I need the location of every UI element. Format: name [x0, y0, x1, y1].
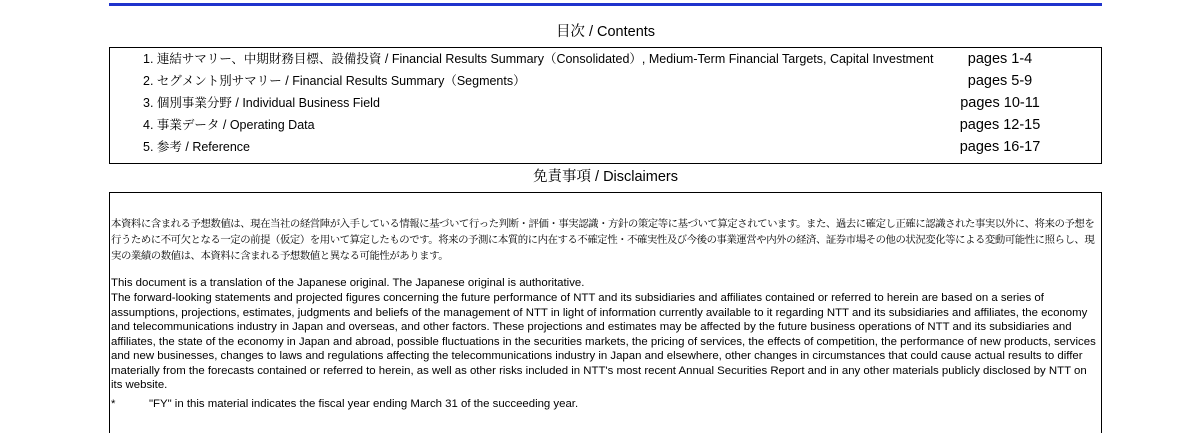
contents-row-label: 5. 参考 / Reference: [143, 140, 250, 154]
disclaimer-english-text: The forward-looking statements and projected figures concerning the future performance of NTT and its subsidiaries and affiliates contained or referred to herein are based on a series of assumptions, projections, estimates, judgments and beliefs of the management of NTT in light of information currently available to it regarding NTT and its subsidiaries and affiliates, the economy and telecommunications industry in Japan and overseas, and other factors. These projections and estimates may be affected by the future business operations of NTT and its subsidiaries and affiliates, the state of the economy in Japan and abroad, possible fluctuations in the securities markets, the pricing of services, the effects of competition, the performance of new products, services and new businesses, changes to laws and regulations affecting the telecommunications industry in Japan and elsewhere, other changes in circumstances that could cause actual results to differ materially from the forecasts contained or referred to herein, as well as other risks included in NTT's most recent Annual Securities Report and in any other materials publicly disclosed by NTT on its website.: [111, 292, 1096, 391]
contents-row-label: 1. 連結サマリー、中期財務目標、設備投資 / Financial Results Summary（Consolidated）, Medium-Term Financial Targets, Capital Investment: [143, 52, 934, 66]
contents-row: [110, 137, 1101, 157]
footnote-text: "FY" in this material indicates the fiscal year ending March 31 of the succeeding year.: [149, 398, 579, 410]
contents-row-label: 4. 事業データ / Operating Data: [143, 118, 315, 132]
contents-row: [110, 93, 1101, 113]
contents-row-pages: pages 1-4: [967, 51, 1033, 67]
disclaimer-box: [109, 192, 1102, 433]
footnote-mark: *: [111, 398, 116, 410]
contents-row: [110, 115, 1101, 135]
disclaimer-japanese-text: 本資料に含まれる予想数値は、現在当社の経営陣が入手している情報に基づいて行った判断・評価・事実認識・方針の策定等に基づいて算定されています。また、過去に確定し正確に認識された事実以外に、将来の予想を行うために不可欠となる一定の前提（仮定）を用いて算定したものです。将来の予測に本質的に内在する不確定性・不確実性及び今後の事業運営や内外の経済、証券市場その他の状況変化等による変動可能性に照らし、現実の業績の数値は、本資料に含まれる予想数値と異なる可能性があります。: [111, 219, 1095, 262]
contents-row: [110, 49, 1101, 69]
contents-row: [110, 71, 1101, 91]
disclaimer-translation-note: This document is a translation of the Japanese original. The Japanese original is authoritative.: [111, 277, 585, 289]
contents-row-pages: pages 10-11: [960, 95, 1040, 111]
contents-row-pages: pages 5-9: [967, 73, 1033, 89]
contents-row-pages: pages 12-15: [959, 117, 1041, 133]
contents-row-label: 2. セグメント別サマリー / Financial Results Summary（Segments）: [143, 74, 526, 88]
fy-footnote: [111, 397, 578, 412]
contents-row-pages: pages 16-17: [959, 139, 1041, 155]
contents-title: 目次 / Contents: [555, 24, 656, 40]
header-rule: [109, 3, 1102, 6]
contents-table: [109, 47, 1102, 164]
disclaimers-title: 免責事項 / Disclaimers: [532, 169, 678, 185]
contents-row-label: 3. 個別事業分野 / Individual Business Field: [143, 96, 380, 110]
